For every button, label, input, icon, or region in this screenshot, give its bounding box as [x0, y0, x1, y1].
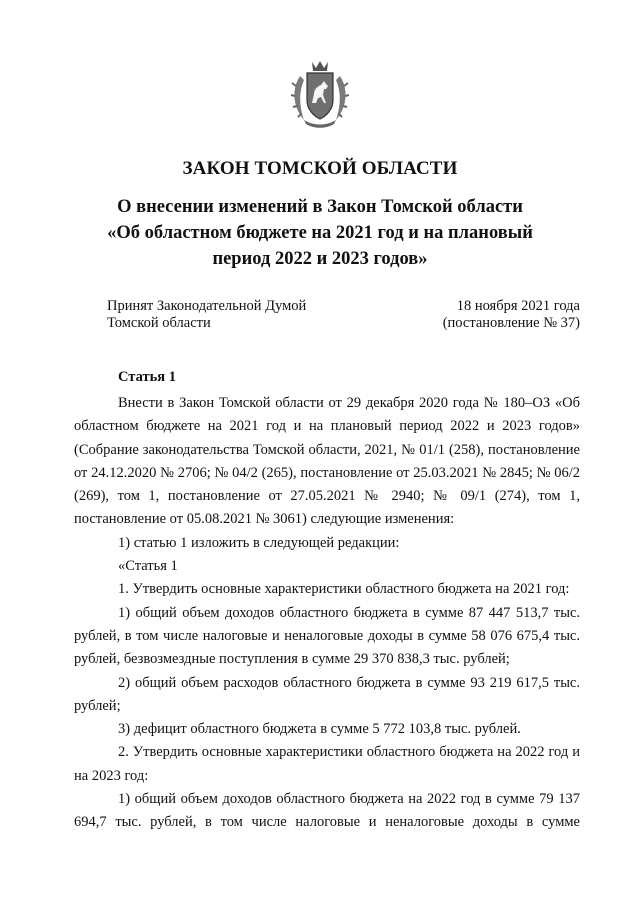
adoption-body-line: Томской области [107, 315, 211, 331]
paragraph: 3) дефицит областного бюджета в сумме 5 772 103,8 тыс. рублей. [118, 721, 521, 738]
resolution-number: (постановление № 37) [442, 315, 580, 331]
paragraph: «Статья 1 [118, 558, 178, 575]
article-body [74, 392, 580, 835]
paragraph: 1) общий объем доходов областного бюджета на 2022 год в сумме 79 137 694,7 тыс. рублей, в том числе налоговые и неналоговые доходы в сумме [74, 791, 580, 831]
adoption-body-line: Принят Законодательной Думой [107, 298, 307, 314]
paragraph: Внести в Закон Томской области от 29 декабря 2020 года № 180–ОЗ «Об областном бюджете на 2021 год и на плановый период 2022 и 2023 годов» (Собрание законодательства Томской области, 2021, № 01/1 (258), постановление от 24.12.2020 № 2706; № 04/2 (265), постановление от 25.03.2021 № 2845; № 06/2 (269), том 1, постановление от 27.05.2021 № 2940; № 09/1 (274), том 1, постановление от 05.08.2021 № 3061) следующие изменения: [74, 395, 580, 528]
subtitle-line: период 2022 и 2023 годов» [212, 249, 428, 269]
paragraph: 1) общий объем доходов областного бюджета в сумме 87 447 513,7 тыс. рублей, в том числе налоговые и неналоговые доходы в сумме 58 076 675,4 тыс. рублей, безвозмездные поступления в сумме 29 370 838,3 тыс. рублей; [74, 604, 580, 668]
paragraph: 1) статью 1 изложить в следующей редакции: [118, 534, 400, 551]
coat-of-arms-emblem [290, 58, 350, 130]
subtitle-line: О внесении изменений в Закон Томской области [117, 197, 523, 217]
tomsk-coat-of-arms-icon [290, 58, 350, 130]
document-title: ЗАКОН ТОМСКОЙ ОБЛАСТИ [182, 158, 458, 179]
adoption-body [107, 298, 306, 332]
paragraph: 2) общий объем расходов областного бюджета в сумме 93 219 617,5 тыс. рублей; [74, 674, 580, 714]
adoption-date [443, 298, 580, 332]
subtitle-line: «Об областном бюджете на 2021 год и на плановый [107, 223, 533, 243]
paragraph: 2. Утвердить основные характеристики областного бюджета на 2022 год и на 2023 год: [74, 744, 580, 784]
document-subtitle [70, 194, 570, 272]
paragraph: 1. Утвердить основные характеристики областного бюджета на 2021 год: [118, 581, 570, 598]
article-heading: Статья 1 [118, 369, 176, 385]
adoption-date-line: 18 ноября 2021 года [456, 298, 580, 314]
